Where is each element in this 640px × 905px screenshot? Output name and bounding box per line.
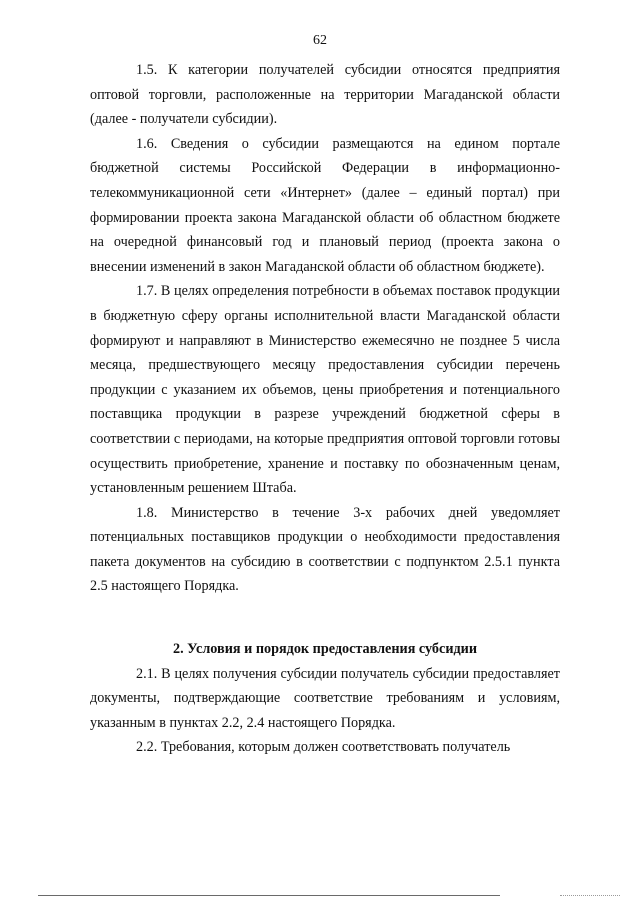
document-body (90, 58, 560, 760)
page-number: 62 (313, 33, 327, 48)
bottom-divider (38, 895, 500, 896)
paragraph-2-1: 2.1. В целях получения субсидии получатель субсидии предоставляет документы, подтверждающие соответствие требованиям и условиям, указанным в пунктах 2.2, 2.4 настоящего Порядка. (90, 665, 560, 731)
paragraph-1-5: 1.5. К категории получателей субсидии относятся предприятия оптовой торговли, расположенные на территории Магаданской области (далее - получатели субсидии). (90, 62, 560, 128)
section-heading: 2. Условия и порядок предоставления субсидии (172, 641, 478, 658)
bottom-dotted-divider (560, 895, 620, 896)
paragraph-2-2: 2.2. Требования, которым должен соответствовать получатель (136, 739, 511, 756)
paragraph-1-6: 1.6. Сведения о субсидии размещаются на едином портале бюджетной системы Российской Федерации в информационно-телекоммуникационной сети «Интернет» (далее – единый портал) при формировании проекта закона Магаданской области об областном бюджете на очередной финансовый год и плановый период (проекта закона о внесении изменений в закон Магаданской области об областном бюджете). (90, 135, 560, 275)
paragraph-1-8: 1.8. Министерство в течение 3-х рабочих дней уведомляет потенциальных поставщиков продукции о необходимости предоставления пакета документов на субсидию в соответствии с подпунктом 2.5.1 пункта 2.5 настоящего Порядка. (90, 504, 560, 595)
paragraph-1-7: 1.7. В целях определения потребности в объемах поставок продукции в бюджетную сферу органы исполнительной власти Магаданской области формируют и направляют в Министерство ежемесячно не позднее 5 числа месяца, предшествующего месяцу предоставления субсидии перечень продукции с указанием их объемов, цены приобретения и потенциального поставщика продукции в разрезе учреждений бюджетной сферы в соответствии с периодами, на которые предприятия оптовой торговли готовы осуществить приобретение, хранение и поставку по обозначенным ценам, установленным решением Штаба. (90, 283, 560, 497)
